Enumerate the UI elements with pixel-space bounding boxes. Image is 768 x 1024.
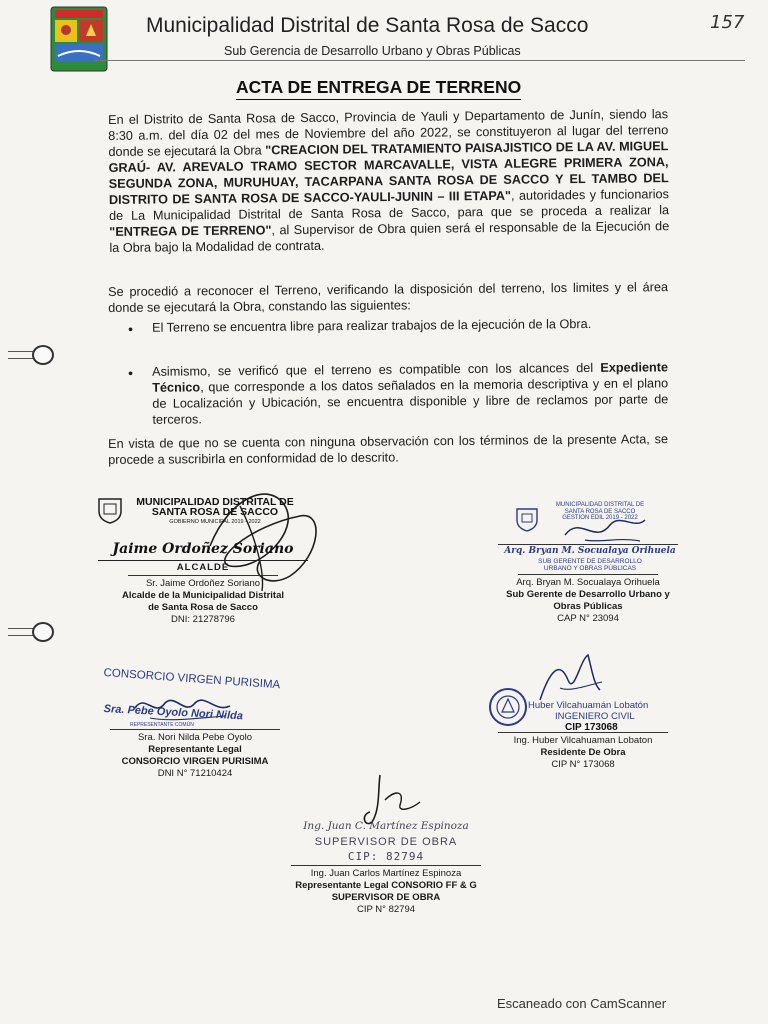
signer-name: Ing. Huber Vilcahuaman Lobaton	[513, 735, 653, 746]
signer-role: de Santa Rosa de Sacco	[148, 602, 258, 613]
stamp-text: URBANO Y OBRAS PÚBLICAS	[543, 565, 637, 572]
signer-name: Arq. Bryan M. Socualaya Orihuela	[516, 577, 660, 588]
residente-stamp-cip: CIP 173068	[565, 722, 618, 733]
department-name: Sub Gerencia de Desarrollo Urbano y Obras Públicas	[224, 44, 521, 58]
stamp-text: GESTION EDIL 2019 - 2022	[562, 515, 638, 521]
signer-role: Residente De Obra	[540, 747, 626, 758]
municipality-name: Municipalidad Distrital de Santa Rosa de Sacco	[146, 14, 589, 37]
subgerente-stamp-name: Arq. Bryan M. Socualaya Orihuela	[504, 546, 676, 556]
supervisor-stamp-role: SUPERVISOR DE OBRA	[314, 836, 458, 848]
intro-text-2: , autoridades y funcionarios de La Municipalidad Distrital de Santa Rosa de Sacco, para que se proceda a realizar la	[109, 187, 670, 223]
header-divider	[95, 60, 745, 61]
signature-line	[498, 732, 668, 733]
supervisor-stamp-cip: CIP: 82794	[347, 850, 425, 863]
bullet-text-part: , que corresponde a los datos señalados en la memoria descriptiva y en el plano de Localización y Ubicación, se encuentra disponible y libre de reclamos por parte de terceros.	[152, 376, 669, 427]
stamp-text: SUB GERENTE DE DESARROLLO	[538, 558, 642, 565]
representante-signature-block	[100, 729, 290, 780]
residente-stamp-role: INGENIERO CIVIL	[555, 711, 635, 722]
signature-line	[518, 574, 658, 575]
signer-role: Obras Públicas	[553, 601, 623, 612]
signer-name: Ing. Juan Carlos Martínez Espinoza	[310, 868, 462, 879]
paragraph-recognition: Se procedió a reconocer el Terreno, verificando la disposición del terreno, los limites y el área donde se ejecutará la Obra, constando las siguientes:	[108, 280, 669, 315]
scanner-watermark: Escaneado con CamScanner	[497, 996, 667, 1011]
signer-role: Sub Gerente de Desarrollo Urbano y	[506, 589, 670, 600]
signer-name: Sr. Jaime Ordoñez Soriano	[145, 578, 261, 589]
bullet-text-part: Asimismo, se verificó que el terreno es compatible con los alcances del	[152, 360, 601, 379]
signature-line	[128, 575, 278, 576]
binder-ring-icon	[8, 622, 54, 642]
bullet-icon: •	[128, 364, 134, 381]
stamp-text: MUNICIPALIDAD DISTRITAL DE	[555, 502, 645, 508]
entrega-term: "ENTREGA DE TERRENO"	[109, 223, 272, 239]
alcalde-stamp-role: ALCALDE	[176, 562, 230, 573]
consorcio-stamp: CONSORCIO VIRGEN PURISIMA	[103, 667, 281, 692]
signer-name: Sra. Nori Nilda Pebe Oyolo	[137, 732, 253, 743]
residente-stamp-name: Huber Vilcahuamán Lobatón	[528, 700, 649, 711]
signer-role: Representante Legal	[148, 744, 242, 755]
alcalde-stamp-name: Jaime Ordoñez Soriano	[112, 541, 294, 557]
bullet-text	[152, 359, 669, 428]
supervisor-signature-block	[286, 865, 486, 916]
residente-signature-block	[488, 732, 678, 771]
page-number: 157	[710, 12, 745, 33]
subgerente-stamp-role	[500, 558, 680, 572]
signature-line	[98, 560, 308, 561]
signer-id: CIP N° 82794	[356, 904, 416, 915]
stamp-text: SANTA ROSA DE SACCO	[151, 506, 279, 518]
municipality-logo	[50, 6, 108, 72]
document-title: ACTA DE ENTREGA DE TERRENO	[236, 77, 521, 100]
subgerente-signature-block	[488, 574, 688, 625]
engineer-seal-icon	[488, 687, 528, 727]
stamp-text: MUNICIPALIDAD DISTRITAL DE	[136, 496, 294, 508]
signature-line	[291, 865, 481, 866]
bullet-icon: •	[128, 320, 134, 337]
signer-id: CAP N° 23094	[557, 613, 619, 624]
intro-text: En el Distrito de Santa Rosa de Sacco, Provincia de Yauli y Departamento de Junín, siendo las 8:30 a.m. del día 02 del mes de Noviembre del año 2022, se constituyeron al lugar del terreno donde se ejecutará la Obra	[108, 107, 669, 159]
signer-role: CONSORCIO VIRGEN PURISIMA	[121, 756, 269, 767]
supervisor-stamp-name: Ing. Juan C. Martínez Espinoza	[303, 820, 469, 832]
signature-line	[110, 729, 280, 730]
expediente-term: Expediente Técnico	[152, 360, 669, 395]
stamp-text: GOBIERNO MUNICIPAL 2019 - 2022	[169, 519, 261, 525]
bullet-item	[128, 359, 669, 428]
signer-id: CIP N° 173068	[551, 759, 615, 770]
signer-id: DNI N° 71210424	[157, 768, 233, 779]
paragraph-closing: En vista de que no se cuenta con ninguna observación con los términos de la presente Acta, se procede a suscribirla en conformidad de lo descrito.	[108, 432, 669, 467]
representante-stamp-name: Sra. Pebe Oyolo Nori Nilda	[103, 703, 244, 723]
signature-line	[498, 544, 678, 545]
paragraph-intro	[108, 106, 669, 256]
bullet-item	[128, 315, 668, 336]
stamp-text: SANTA ROSA DE SACCO	[564, 508, 636, 515]
signer-id: DNI: 21278796	[171, 614, 235, 625]
representante-stamp-role: REPRESENTANTE COMÚN	[130, 722, 194, 728]
signer-role: SUPERVISOR DE OBRA	[331, 892, 441, 903]
binder-ring-icon	[8, 345, 54, 365]
signer-role: Alcalde de la Municipalidad Distrital	[121, 590, 285, 601]
shield-stamp-icon	[514, 506, 540, 532]
alcalde-signature-block	[98, 575, 308, 626]
project-name: "CREACION DEL TRATAMIENTO PAISAJISTICO DE LA AV. MIGUEL GRAÚ- AV. AREVALO TRAMO SECTOR MARCAVALLE, VISTA ALEGRE PRIMERA ZONA, SEGUNDA ZONA, MURUHUAY, TACARPANA SANTA ROSA DE SACCO Y EL TAMBO DEL DISTRITO DE SANTA ROSA DE SACCO-YAULI-JUNIN – III ETAPA"	[108, 139, 669, 207]
signer-role: Representante Legal CONSORIO FF & G	[295, 880, 477, 891]
intro-text-3: , al Supervisor de Obra quien será el responsable de la Ejecución de la Obra bajo la Modalidad de contrata.	[109, 219, 670, 255]
bullet-text: El Terreno se encuentra libre para realizar trabajos de la ejecución de la Obra.	[152, 316, 592, 335]
